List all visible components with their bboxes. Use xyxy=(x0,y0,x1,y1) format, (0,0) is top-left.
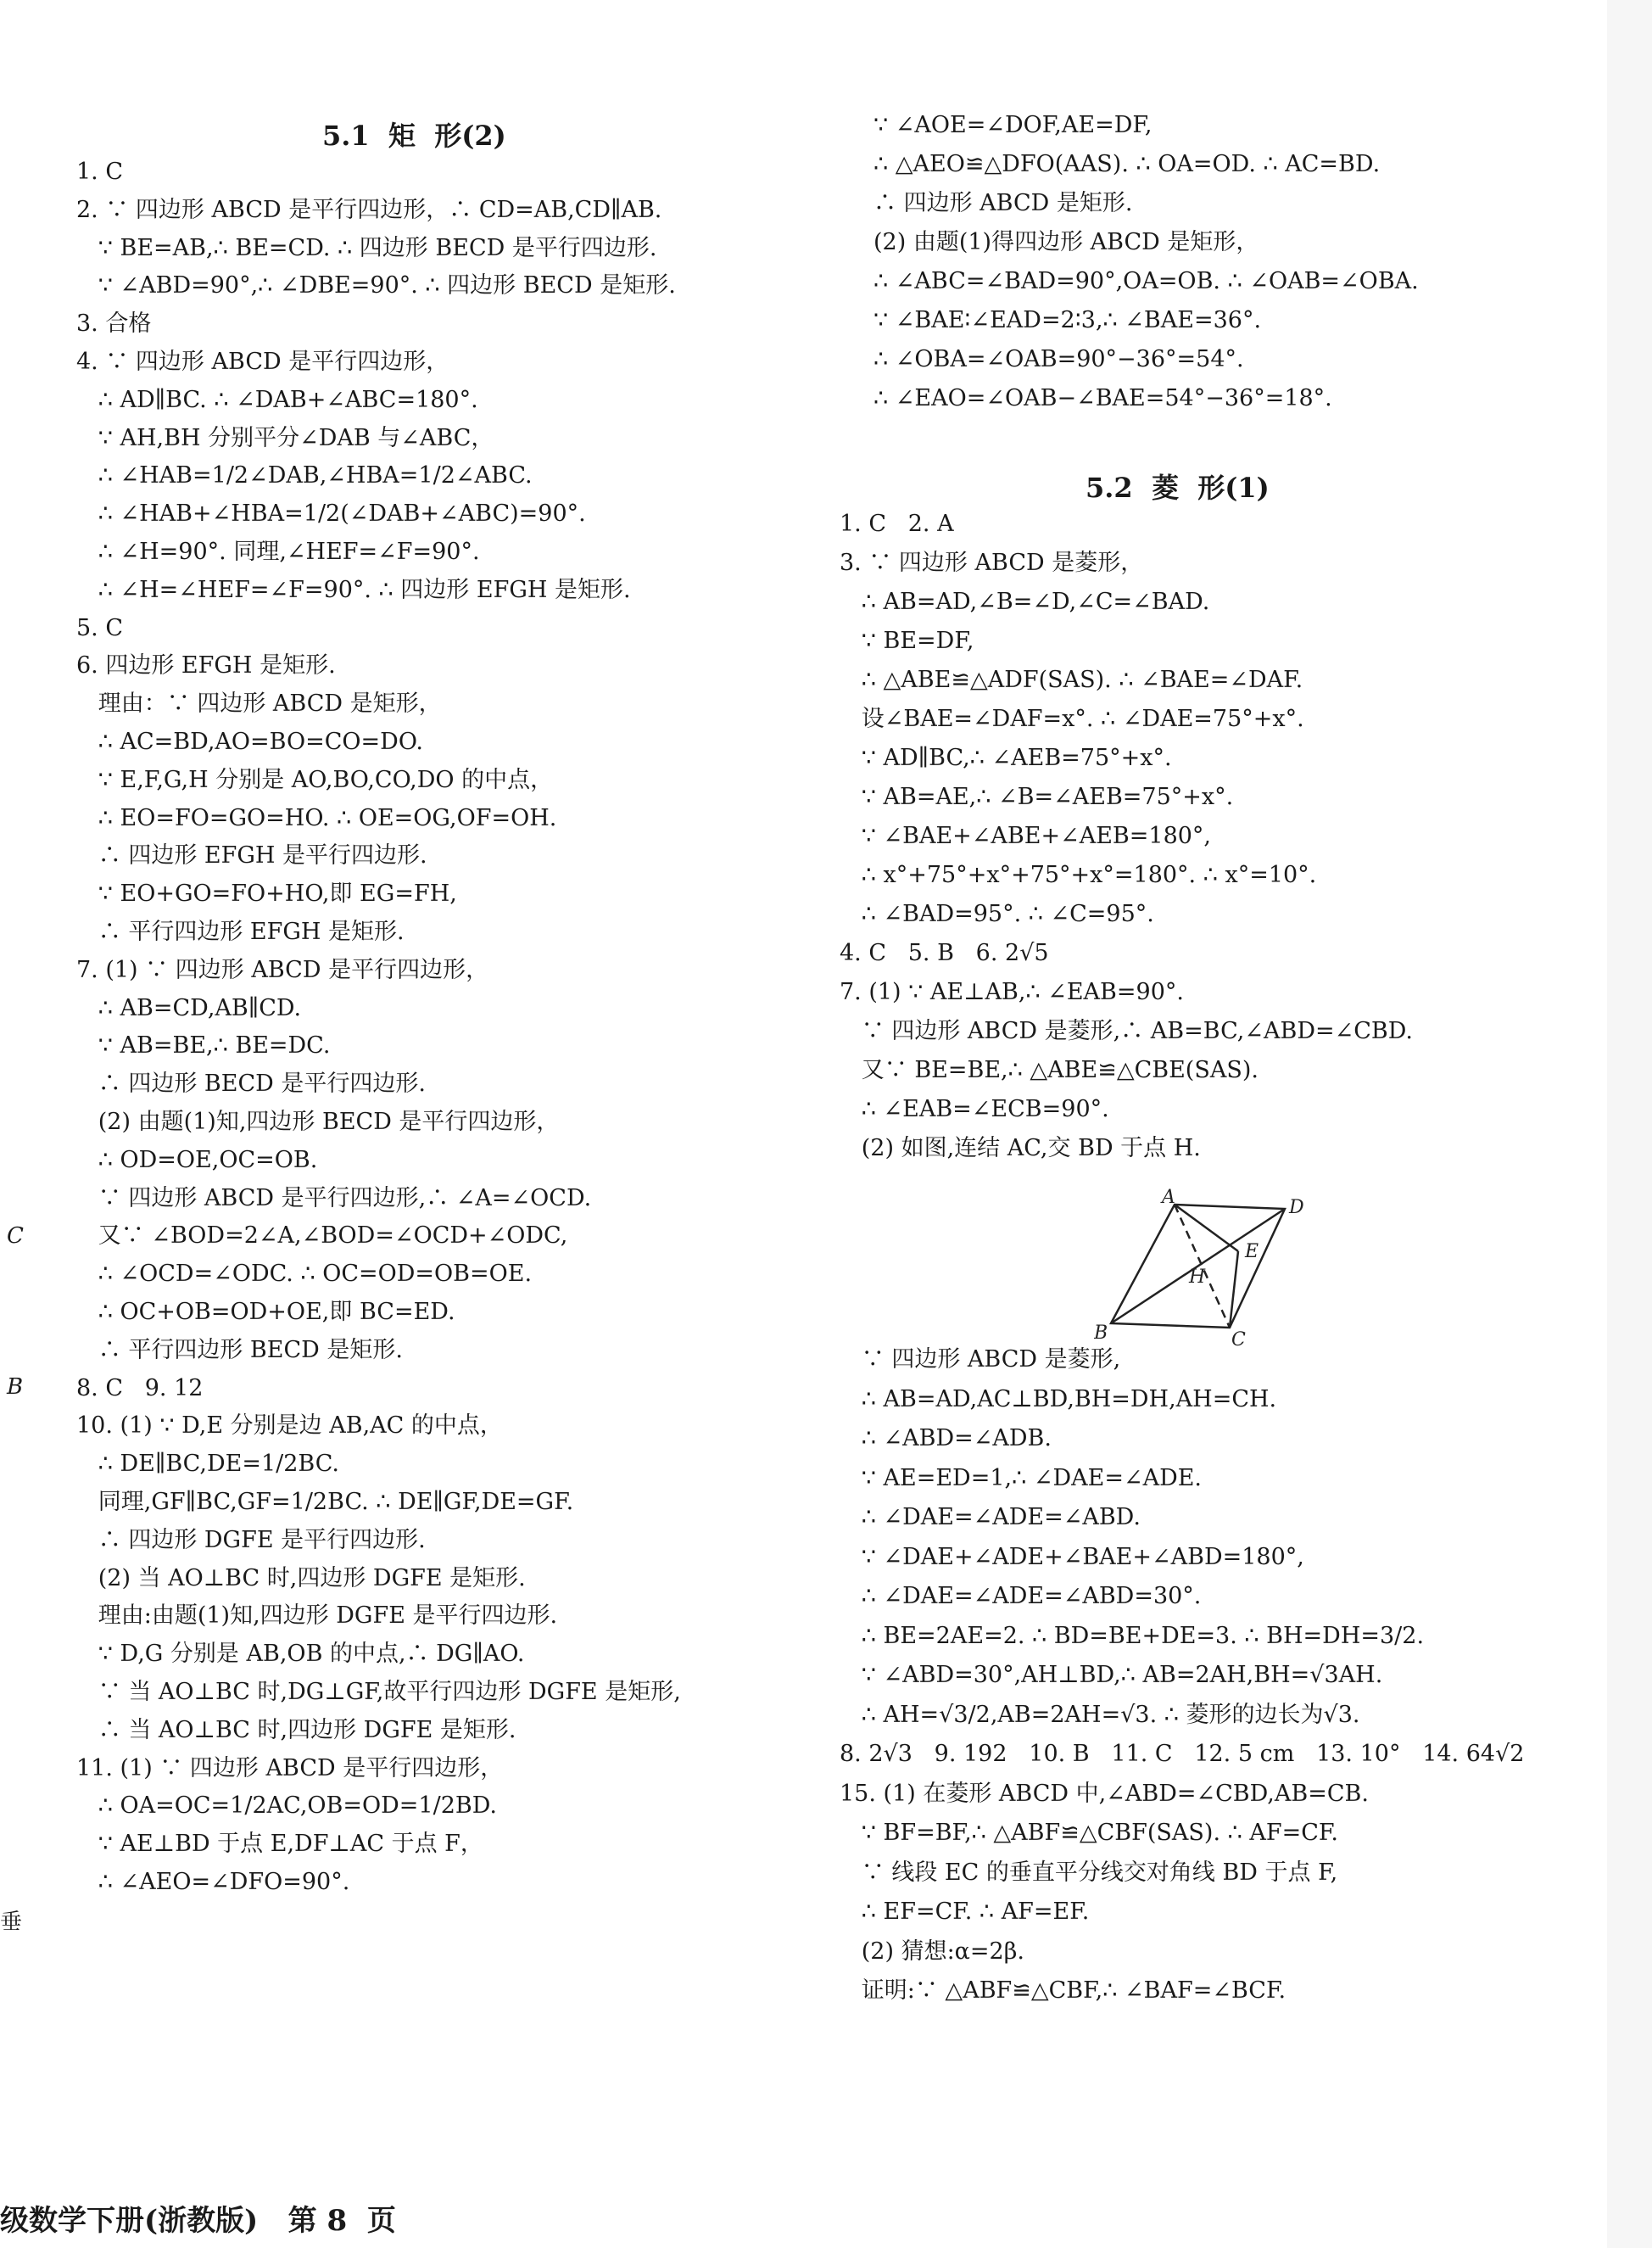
answer-line: ∵ 当 AO⊥BC 时,DG⊥GF,故平行四边形 DGFE 是矩形, xyxy=(76,1679,681,1705)
answer-line: 4. C 5. B 6. 2√5 xyxy=(840,940,1049,966)
answer-line: ∵ ∠ABD=90°,∴ ∠DBE=90°. ∴ 四边形 BECD 是矩形. xyxy=(76,272,676,299)
answer-line: 7. (1) ∵ AE⊥AB,∴ ∠EAB=90°. xyxy=(840,979,1184,1005)
answer-line: 1. C xyxy=(76,159,124,185)
label-b: B xyxy=(1094,1323,1108,1344)
answer-line: ∴ EO=FO=GO=HO. ∴ OE=OG,OF=OH. xyxy=(76,804,557,831)
answer-line: ∴ ∠H=90°. 同理,∠HEF=∠F=90°. xyxy=(76,539,480,565)
answer-line: ∵ AE=ED=1,∴ ∠DAE=∠ADE. xyxy=(840,1464,1203,1491)
answer-line: ∴ AB=CD,AB∥CD. xyxy=(76,994,302,1021)
answer-line: ∵ AE⊥BD 于点 E,DF⊥AC 于点 F， xyxy=(76,1831,483,1858)
answer-line: ∴ x°+75°+x°+75°+x°=180°. ∴ x°=10°. xyxy=(840,862,1317,888)
answer-line: ∵ BF=BF,∴ △ABF≌△CBF(SAS). ∴ AF=CF. xyxy=(840,1820,1338,1846)
answer-line: ∴ ∠OBA=∠OAB=90°−36°=54°. xyxy=(873,346,1244,372)
answer-line: ∵ D,G 分别是 AB,OB 的中点,∴ DG∥AO. xyxy=(76,1641,525,1668)
answer-line: (2) 如图,连结 AC,交 BD 于点 H. xyxy=(840,1135,1201,1161)
answer-line: ∴ 当 AO⊥BC 时,四边形 DGFE 是矩形. xyxy=(76,1716,516,1743)
answer-line: ∴ 四边形 BECD 是平行四边形. xyxy=(76,1071,426,1098)
answer-line: ∴ ∠AEO=∠DFO=90°. xyxy=(76,1869,350,1895)
answer-line: ∵ BE=DF, xyxy=(840,628,974,654)
answer-line: 1. C 2. A xyxy=(840,511,954,537)
answer-line: 理由：∵ 四边形 ABCD 是矩形， xyxy=(76,691,442,718)
answer-line: ∴ AD∥BC. ∴ ∠DAB+∠ABC=180°. xyxy=(76,386,478,413)
label-d: D xyxy=(1289,1197,1304,1218)
answer-line: ∴ DE∥BC,DE=1/2BC. xyxy=(76,1451,340,1478)
answer-line: ∵ AB=BE,∴ BE=DC. xyxy=(76,1032,331,1060)
answer-line: 设∠BAE=∠DAF=x°. ∴ ∠DAE=75°+x°. xyxy=(840,706,1304,732)
answer-line: ∴ 四边形 DGFE 是平行四边形. xyxy=(76,1526,426,1553)
page-footer: 级数学下册(浙教版) 第 8 页 xyxy=(0,2204,396,2238)
answer-line: 6. 四边形 EFGH 是矩形. xyxy=(76,652,336,679)
segment-ae xyxy=(1175,1205,1238,1251)
answer-line: ∵ ∠DAE+∠ADE+∠BAE+∠ABD=180°, xyxy=(840,1543,1304,1570)
answer-line: ∴ ∠EAB=∠ECB=90°. xyxy=(840,1096,1109,1122)
answer-line: (2) 当 AO⊥BC 时,四边形 DGFE 是矩形. xyxy=(76,1564,526,1591)
answer-line: ∴ △AEO≌△DFO(AAS). ∴ OA=OD. ∴ AC=BD. xyxy=(873,151,1381,177)
answer-line: 又∵ ∠BOD=2∠A,∠BOD=∠OCD+∠ODC, xyxy=(76,1222,568,1250)
answer-line: ∴ ∠HAB=1/2∠DAB,∠HBA=1/2∠ABC. xyxy=(76,462,533,489)
answer-line: ∴ OA=OC=1/2AC,OB=OD=1/2BD. xyxy=(76,1792,497,1820)
answer-line: ∴ BE=2AE=2. ∴ BD=BE+DE=3. ∴ BH=DH=3/2. xyxy=(840,1622,1425,1649)
answer-line: ∴ ∠DAE=∠ADE=∠ABD. xyxy=(840,1504,1141,1530)
answer-line: ∴ ∠ABC=∠BAD=90°,OA=OB. ∴ ∠OAB=∠OBA. xyxy=(873,268,1419,294)
answer-line: (2) 由题(1)得四边形 ABCD 是矩形， xyxy=(873,229,1259,255)
answer-line: ∴ OD=OE,OC=OB. xyxy=(76,1146,318,1173)
answer-line: ∵ 四边形 ABCD 是菱形, xyxy=(840,1346,1121,1373)
answer-line: 8. C 9. 12 xyxy=(76,1374,204,1401)
label-a: A xyxy=(1162,1188,1175,1208)
answer-line: ∴ 平行四边形 EFGH 是矩形. xyxy=(76,919,405,945)
answer-line: ∴ ∠DAE=∠ADE=∠ABD=30°. xyxy=(840,1583,1202,1609)
page-edge-shadow xyxy=(1607,0,1652,2248)
answer-line: 4. ∵ 四边形 ABCD 是平行四边形， xyxy=(76,349,449,375)
answer-line: ∴ ∠BAD=95°. ∴ ∠C=95°. xyxy=(840,901,1154,927)
answer-line: ∴ ∠HAB+∠HBA=1/2(∠DAB+∠ABC)=90°. xyxy=(76,500,586,528)
answer-line: 10. (1) ∵ D,E 分别是边 AB,AC 的中点， xyxy=(76,1412,503,1440)
answer-line: 15. (1) 在菱形 ABCD 中,∠ABD=∠CBD,AB=CB. xyxy=(840,1780,1369,1807)
answer-line: ∴ EF=CF. ∴ AF=EF. xyxy=(840,1898,1090,1925)
rhombus-figure xyxy=(1094,1188,1331,1349)
answer-line: ∴ AB=AD,∠B=∠D,∠C=∠BAD. xyxy=(840,589,1210,615)
margin-letter-b: B xyxy=(7,1374,24,1400)
answer-line: ∵ AH,BH 分别平分∠DAB 与∠ABC， xyxy=(76,424,494,451)
answer-line: ∵ ∠BAE+∠ABE+∠AEB=180°, xyxy=(840,823,1212,849)
answer-line: ∴ ∠H=∠HEF=∠F=90°. ∴ 四边形 EFGH 是矩形. xyxy=(76,576,631,603)
answer-line: ∴ ∠EAO=∠OAB−∠BAE=54°−36°=18°. xyxy=(873,385,1332,411)
answer-line: ∵ AD∥BC,∴ ∠AEB=75°+x°. xyxy=(840,745,1172,771)
answer-line: ∴ △ABE≌△ADF(SAS). ∴ ∠BAE=∠DAF. xyxy=(840,667,1303,693)
answer-line: 证明:∵ △ABF≌△CBF,∴ ∠BAF=∠BCF. xyxy=(840,1977,1286,2004)
answer-line: 5. C xyxy=(76,614,124,641)
answer-line: (2) 猜想:α=2β. xyxy=(840,1938,1024,1965)
answer-line: 理由:由题(1)知,四边形 DGFE 是平行四边形. xyxy=(76,1602,558,1630)
answer-line: ∴ OC+OB=OD+OE,即 BC=ED. xyxy=(76,1299,455,1325)
answer-line: 8. 2√3 9. 192 10. B 11. C 12. 5 cm 13. 10° 14. 64√2 xyxy=(840,1741,1525,1767)
answer-line: 7. (1) ∵ 四边形 ABCD 是平行四边形， xyxy=(76,956,489,983)
answer-line: ∴ 四边形 ABCD 是矩形. xyxy=(873,190,1133,216)
margin-char: 垂 xyxy=(0,1910,23,1935)
answer-line: ∴ ∠OCD=∠ODC. ∴ OC=OD=OB=OE. xyxy=(76,1261,533,1288)
answer-line: ∴ 四边形 EFGH 是平行四边形. xyxy=(76,842,427,870)
answer-line: ∵ EO+GO=FO+HO,即 EG=FH, xyxy=(76,881,457,908)
section-title-5-2: 5.2 菱 形(1) xyxy=(1086,472,1270,504)
answer-line: ∵ 四边形 ABCD 是平行四边形,∴ ∠A=∠OCD. xyxy=(76,1184,592,1211)
answer-line: ∵ BE=AB,∴ BE=CD. ∴ 四边形 BECD 是平行四边形. xyxy=(76,234,657,261)
answer-line: 3. 合格 xyxy=(76,310,152,338)
answer-line: (2) 由题(1)知,四边形 BECD 是平行四边形， xyxy=(76,1109,560,1135)
label-h: H xyxy=(1189,1267,1206,1288)
answer-line: ∴ AB=AD,AC⊥BD,BH=DH,AH=CH. xyxy=(840,1385,1277,1412)
answer-line: 11. (1) ∵ 四边形 ABCD 是平行四边形， xyxy=(76,1754,504,1781)
margin-letter-c: C xyxy=(7,1223,24,1249)
answer-line: 同理,GF∥BC,GF=1/2BC. ∴ DE∥GF,DE=GF. xyxy=(76,1489,574,1515)
section-title-5-1: 5.1 矩 形(2) xyxy=(322,120,506,152)
answer-line: 又∵ BE=BE,∴ △ABE≌△CBE(SAS). xyxy=(840,1057,1259,1083)
answer-line: ∵ 线段 EC 的垂直平分线交对角线 BD 于点 F, xyxy=(840,1859,1338,1886)
answer-line: ∴ AH=√3/2,AB=2AH=√3. ∴ 菱形的边长为√3. xyxy=(840,1701,1360,1728)
answer-line: ∵ AB=AE,∴ ∠B=∠AEB=75°+x°. xyxy=(840,784,1234,810)
answer-line: ∵ ∠BAE∶∠EAD=2∶3,∴ ∠BAE=36°. xyxy=(873,307,1262,333)
answer-line: ∵ ∠AOE=∠DOF,AE=DF, xyxy=(873,112,1152,138)
answer-line: ∵ 四边形 ABCD 是菱形,∴ AB=BC,∠ABD=∠CBD. xyxy=(840,1018,1414,1044)
answer-line: ∵ E,F,G,H 分别是 AO,BO,CO,DO 的中点， xyxy=(76,766,554,793)
answer-line: ∴ 平行四边形 BECD 是矩形. xyxy=(76,1336,403,1363)
answer-line: 3. ∵ 四边形 ABCD 是菱形， xyxy=(840,550,1144,576)
answer-line: ∴ ∠ABD=∠ADB. xyxy=(840,1425,1052,1451)
label-c: C xyxy=(1231,1329,1246,1349)
answer-line: 2. ∵ 四边形 ABCD 是平行四边形，∴ CD=AB,CD∥AB. xyxy=(76,196,662,223)
answer-line: ∵ ∠ABD=30°,AH⊥BD,∴ AB=2AH,BH=√3AH. xyxy=(840,1662,1383,1688)
answer-line: ∴ AC=BD,AO=BO=CO=DO. xyxy=(76,729,423,755)
label-e: E xyxy=(1245,1241,1259,1262)
